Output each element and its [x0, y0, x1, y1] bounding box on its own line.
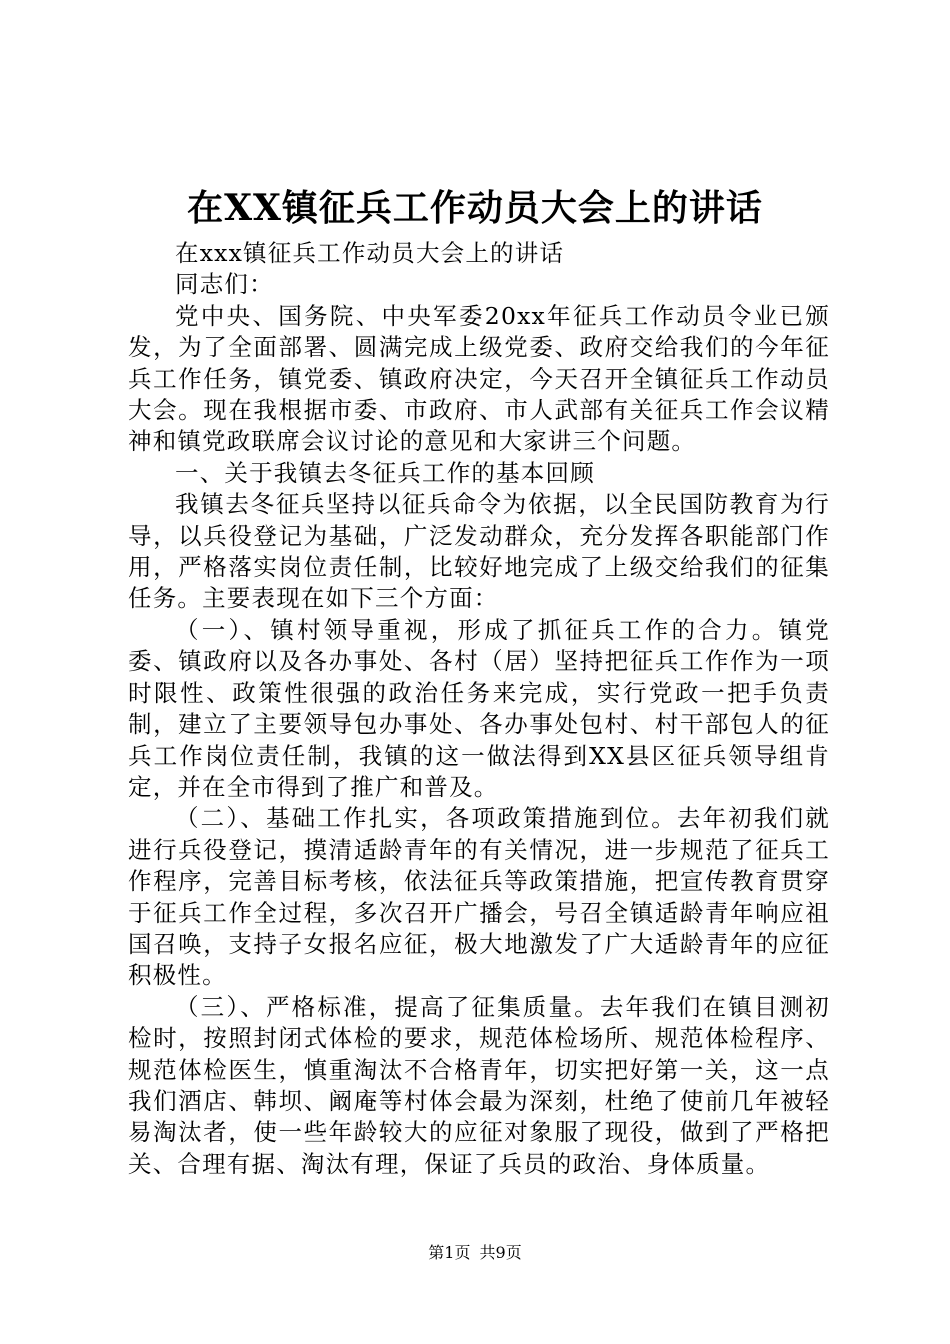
page-footer	[0, 1242, 950, 1264]
section-heading: 一、关于我镇去冬征兵工作的基本回顾	[175, 458, 595, 487]
salutation-paragraph: 同志们：	[175, 270, 274, 299]
document-body	[128, 238, 830, 1180]
page-number: 第1页	[428, 1243, 471, 1262]
review-paragraph: 我镇去冬征兵坚持以征兵命令为依据，以全民国防教育为行导，以兵役登记为基础，广泛发动群众，充分发挥各职能部门作用，严格落实岗位责任制，比较好地完成了上级交给我们的征集任务。主要表现在如下三个方面：	[128, 490, 830, 613]
subtitle-paragraph: 在xxx镇征兵工作动员大会上的讲话	[175, 239, 565, 267]
point-one-paragraph: （一）、镇村领导重视，形成了抓征兵工作的合力。镇党委、镇政府以及各办事处、各村（居）坚持把征兵工作作为一项时限性、政策性很强的政治任务来完成，实行党政一把手负责制，建立了主要领导包办事处、各办事处包村、村干部包人的征兵工作岗位责任制，我镇的这一做法得到XX县区征兵领导组肯定，并在全市得到了推广和普及。	[128, 615, 830, 801]
point-two-paragraph: （二）、基础工作扎实，各项政策措施到位。去年初我们就进行兵役登记，摸清适龄青年的有关情况，进一步规范了征兵工作程序，完善目标考核，依法征兵等政策措施，把宣传教育贯穿于征兵工作全过程，多次召开广播会，号召全镇适龄青年响应祖国召唤，支持子女报名应征，极大地激发了广大适龄青年的应征积极性。	[128, 804, 830, 990]
point-three-paragraph: （三）、严格标准，提高了征集质量。去年我们在镇目测初检时，按照封闭式体检的要求，规范体检场所、规范体检程序、规范体检医生，慎重淘汰不合格青年，切实把好第一关，这一点我们酒店、韩坝、阚庵等村体会最为深刻，杜绝了使前几年被轻易淘汰者，使一些年龄较大的应征对象服了现役，做到了严格把关、合理有据、淘汰有理，保证了兵员的政治、身体质量。	[128, 992, 830, 1178]
intro-paragraph: 党中央、国务院、中央军委20xx年征兵工作动员令业已颁发，为了全面部署、圆满完成上级党委、政府交给我们的今年征兵工作任务，镇党委、镇政府决定，今天召开全镇征兵工作动员大会。现在我根据市委、市政府、市人武部有关征兵工作会议精神和镇党政联席会议讨论的意见和大家讲三个问题。	[128, 301, 830, 456]
document-title: 在XX镇征兵工作动员大会上的讲话	[187, 187, 763, 229]
page-total: 共9页	[479, 1243, 522, 1262]
